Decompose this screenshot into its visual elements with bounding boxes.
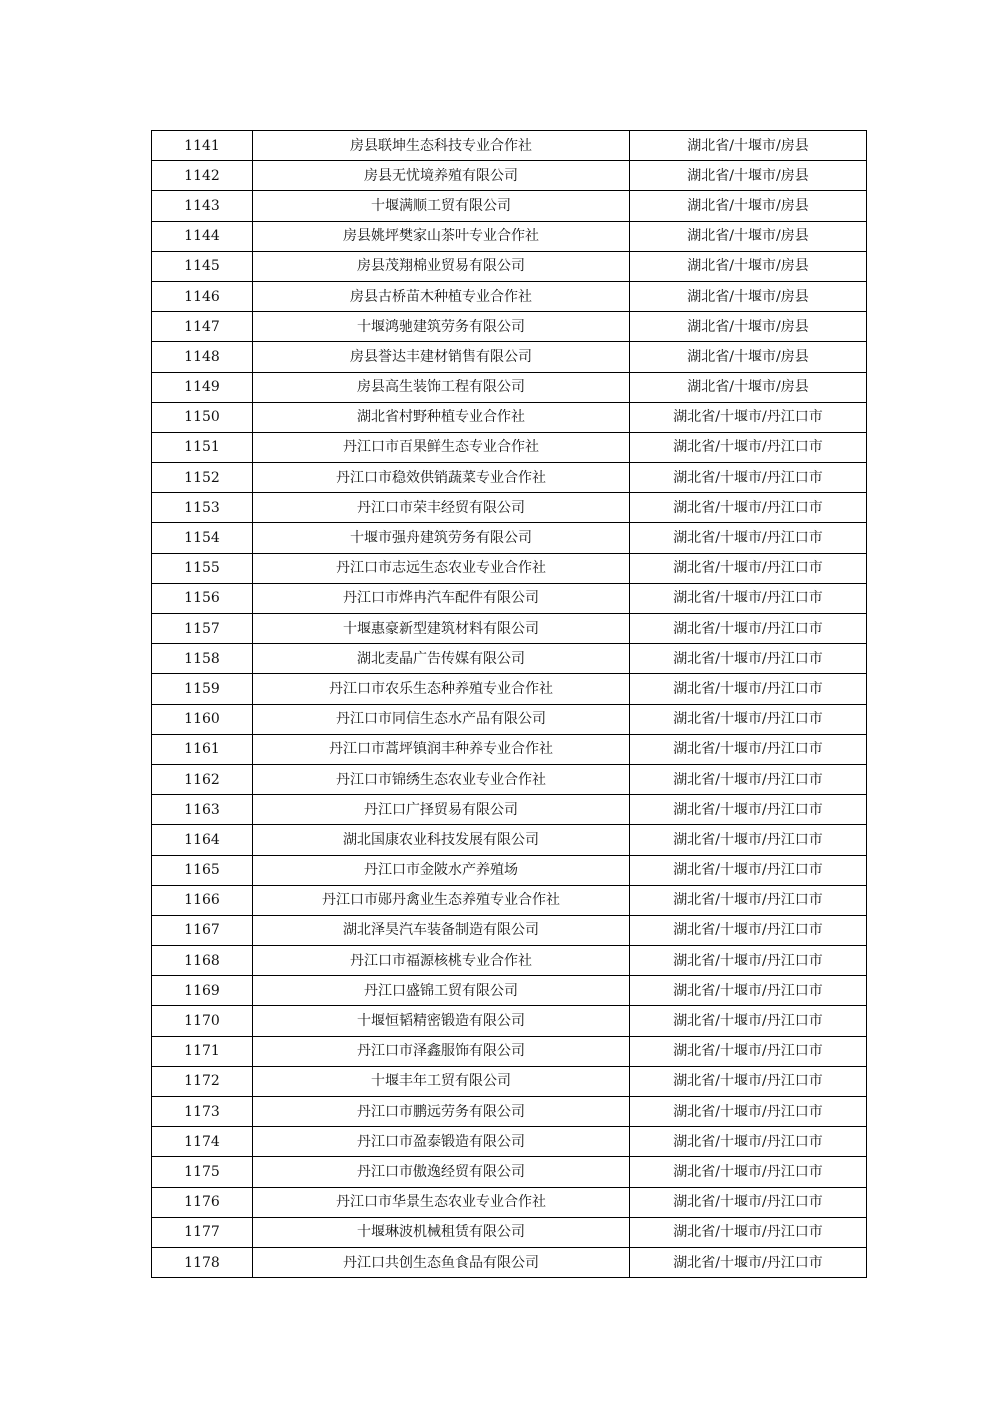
region-cell: 湖北省/十堰市/丹江口市	[630, 976, 867, 1006]
row-number-cell: 1162	[152, 764, 253, 794]
company-name-cell: 湖北国康农业科技发展有限公司	[253, 825, 630, 855]
company-name-cell: 丹江口市稳效供销蔬菜专业合作社	[253, 463, 630, 493]
table-row	[152, 1006, 867, 1036]
company-name-cell: 丹江口市锦绣生态农业专业合作社	[253, 764, 630, 794]
region-cell: 湖北省/十堰市/丹江口市	[630, 855, 867, 885]
region-cell: 湖北省/十堰市/丹江口市	[630, 795, 867, 825]
table-row	[152, 704, 867, 734]
company-name-cell: 房县誉达丰建材销售有限公司	[253, 342, 630, 372]
region-cell: 湖北省/十堰市/房县	[630, 251, 867, 281]
company-name-cell: 丹江口市华景生态农业专业合作社	[253, 1187, 630, 1217]
row-number-cell: 1157	[152, 614, 253, 644]
region-cell: 湖北省/十堰市/房县	[630, 191, 867, 221]
region-cell: 湖北省/十堰市/丹江口市	[630, 885, 867, 915]
company-name-cell: 房县高生装饰工程有限公司	[253, 372, 630, 402]
company-name-cell: 十堰鸿驰建筑劳务有限公司	[253, 312, 630, 342]
company-name-cell: 丹江口市泽鑫服饰有限公司	[253, 1036, 630, 1066]
row-number-cell: 1164	[152, 825, 253, 855]
region-cell: 湖北省/十堰市/丹江口市	[630, 915, 867, 945]
table-row	[152, 1127, 867, 1157]
table-row	[152, 553, 867, 583]
region-cell: 湖北省/十堰市/丹江口市	[630, 402, 867, 432]
company-name-cell: 房县无忧境养殖有限公司	[253, 161, 630, 191]
company-name-cell: 十堰惠豪新型建筑材料有限公司	[253, 614, 630, 644]
company-name-cell: 丹江口市百果鲜生态专业合作社	[253, 432, 630, 462]
row-number-cell: 1159	[152, 674, 253, 704]
company-name-cell: 十堰市强舟建筑劳务有限公司	[253, 523, 630, 553]
table-row	[152, 795, 867, 825]
region-cell: 湖北省/十堰市/丹江口市	[630, 493, 867, 523]
row-number-cell: 1144	[152, 221, 253, 251]
row-number-cell: 1178	[152, 1247, 253, 1277]
table-row	[152, 493, 867, 523]
row-number-cell: 1166	[152, 885, 253, 915]
row-number-cell: 1149	[152, 372, 253, 402]
table-row	[152, 885, 867, 915]
row-number-cell: 1161	[152, 734, 253, 764]
table-row	[152, 644, 867, 674]
company-name-cell: 湖北省村野种植专业合作社	[253, 402, 630, 432]
row-number-cell: 1152	[152, 463, 253, 493]
row-number-cell: 1146	[152, 281, 253, 311]
table-body	[152, 131, 867, 1278]
table-row	[152, 131, 867, 161]
row-number-cell: 1147	[152, 312, 253, 342]
region-cell: 湖北省/十堰市/丹江口市	[630, 1097, 867, 1127]
row-number-cell: 1174	[152, 1127, 253, 1157]
row-number-cell: 1160	[152, 704, 253, 734]
company-name-cell: 丹江口市荣丰经贸有限公司	[253, 493, 630, 523]
table-row	[152, 372, 867, 402]
table-row	[152, 1066, 867, 1096]
region-cell: 湖北省/十堰市/丹江口市	[630, 946, 867, 976]
company-name-cell: 房县联坤生态科技专业合作社	[253, 131, 630, 161]
row-number-cell: 1158	[152, 644, 253, 674]
region-cell: 湖北省/十堰市/丹江口市	[630, 1247, 867, 1277]
region-cell: 湖北省/十堰市/房县	[630, 342, 867, 372]
company-name-cell: 丹江口市福源核桃专业合作社	[253, 946, 630, 976]
company-name-cell: 十堰满顺工贸有限公司	[253, 191, 630, 221]
company-name-cell: 房县古桥苗木种植专业合作社	[253, 281, 630, 311]
company-name-cell: 湖北麦晶广告传媒有限公司	[253, 644, 630, 674]
table-row	[152, 161, 867, 191]
table-row	[152, 432, 867, 462]
table-row	[152, 946, 867, 976]
row-number-cell: 1156	[152, 583, 253, 613]
row-number-cell: 1145	[152, 251, 253, 281]
company-name-cell: 十堰琳波机械租赁有限公司	[253, 1217, 630, 1247]
table-row	[152, 1247, 867, 1277]
table-row	[152, 855, 867, 885]
row-number-cell: 1142	[152, 161, 253, 191]
company-name-cell: 丹江口盛锦工贸有限公司	[253, 976, 630, 1006]
row-number-cell: 1165	[152, 855, 253, 885]
row-number-cell: 1173	[152, 1097, 253, 1127]
row-number-cell: 1172	[152, 1066, 253, 1096]
region-cell: 湖北省/十堰市/丹江口市	[630, 583, 867, 613]
row-number-cell: 1176	[152, 1187, 253, 1217]
region-cell: 湖北省/十堰市/丹江口市	[630, 614, 867, 644]
company-table	[151, 130, 867, 1278]
region-cell: 湖北省/十堰市/丹江口市	[630, 1157, 867, 1187]
region-cell: 湖北省/十堰市/丹江口市	[630, 1187, 867, 1217]
region-cell: 湖北省/十堰市/房县	[630, 161, 867, 191]
region-cell: 湖北省/十堰市/丹江口市	[630, 463, 867, 493]
row-number-cell: 1171	[152, 1036, 253, 1066]
company-name-cell: 丹江口市郧丹禽业生态养殖专业合作社	[253, 885, 630, 915]
company-name-cell: 丹江口市傲逸经贸有限公司	[253, 1157, 630, 1187]
row-number-cell: 1175	[152, 1157, 253, 1187]
company-name-cell: 丹江口市蒿坪镇润丰种养专业合作社	[253, 734, 630, 764]
row-number-cell: 1153	[152, 493, 253, 523]
table-row	[152, 221, 867, 251]
table-row	[152, 674, 867, 704]
row-number-cell: 1177	[152, 1217, 253, 1247]
region-cell: 湖北省/十堰市/丹江口市	[630, 553, 867, 583]
table-row	[152, 734, 867, 764]
row-number-cell: 1141	[152, 131, 253, 161]
table-row	[152, 583, 867, 613]
region-cell: 湖北省/十堰市/丹江口市	[630, 644, 867, 674]
region-cell: 湖北省/十堰市/丹江口市	[630, 523, 867, 553]
region-cell: 湖北省/十堰市/丹江口市	[630, 1217, 867, 1247]
company-name-cell: 丹江口市烨冉汽车配件有限公司	[253, 583, 630, 613]
region-cell: 湖北省/十堰市/丹江口市	[630, 1066, 867, 1096]
table-row	[152, 1217, 867, 1247]
company-name-cell: 丹江口市金陂水产养殖场	[253, 855, 630, 885]
region-cell: 湖北省/十堰市/房县	[630, 281, 867, 311]
company-name-cell: 十堰恒韬精密锻造有限公司	[253, 1006, 630, 1036]
row-number-cell: 1167	[152, 915, 253, 945]
row-number-cell: 1169	[152, 976, 253, 1006]
table-row	[152, 402, 867, 432]
region-cell: 湖北省/十堰市/丹江口市	[630, 1127, 867, 1157]
region-cell: 湖北省/十堰市/房县	[630, 131, 867, 161]
row-number-cell: 1170	[152, 1006, 253, 1036]
table-row	[152, 915, 867, 945]
table-row	[152, 281, 867, 311]
company-name-cell: 丹江口市盈泰锻造有限公司	[253, 1127, 630, 1157]
company-name-cell: 丹江口市志远生态农业专业合作社	[253, 553, 630, 583]
row-number-cell: 1143	[152, 191, 253, 221]
company-name-cell: 丹江口市鹏远劳务有限公司	[253, 1097, 630, 1127]
row-number-cell: 1163	[152, 795, 253, 825]
region-cell: 湖北省/十堰市/丹江口市	[630, 1006, 867, 1036]
company-name-cell: 丹江口广择贸易有限公司	[253, 795, 630, 825]
region-cell: 湖北省/十堰市/丹江口市	[630, 825, 867, 855]
table-row	[152, 251, 867, 281]
table-row	[152, 463, 867, 493]
table-row	[152, 312, 867, 342]
row-number-cell: 1151	[152, 432, 253, 462]
company-name-cell: 丹江口市农乐生态种养殖专业合作社	[253, 674, 630, 704]
region-cell: 湖北省/十堰市/丹江口市	[630, 674, 867, 704]
table-row	[152, 191, 867, 221]
region-cell: 湖北省/十堰市/房县	[630, 312, 867, 342]
table-row	[152, 825, 867, 855]
table-row	[152, 614, 867, 644]
region-cell: 湖北省/十堰市/丹江口市	[630, 432, 867, 462]
row-number-cell: 1150	[152, 402, 253, 432]
table-row	[152, 1157, 867, 1187]
region-cell: 湖北省/十堰市/丹江口市	[630, 704, 867, 734]
table-row	[152, 342, 867, 372]
company-name-cell: 十堰丰年工贸有限公司	[253, 1066, 630, 1096]
region-cell: 湖北省/十堰市/丹江口市	[630, 734, 867, 764]
table-row	[152, 1187, 867, 1217]
table-row	[152, 976, 867, 1006]
row-number-cell: 1154	[152, 523, 253, 553]
region-cell: 湖北省/十堰市/房县	[630, 372, 867, 402]
company-name-cell: 房县茂翔棉业贸易有限公司	[253, 251, 630, 281]
region-cell: 湖北省/十堰市/房县	[630, 221, 867, 251]
company-name-cell: 丹江口共创生态鱼食品有限公司	[253, 1247, 630, 1277]
table-row	[152, 1097, 867, 1127]
row-number-cell: 1155	[152, 553, 253, 583]
region-cell: 湖北省/十堰市/丹江口市	[630, 764, 867, 794]
region-cell: 湖北省/十堰市/丹江口市	[630, 1036, 867, 1066]
row-number-cell: 1148	[152, 342, 253, 372]
company-name-cell: 丹江口市同信生态水产品有限公司	[253, 704, 630, 734]
table-row	[152, 1036, 867, 1066]
row-number-cell: 1168	[152, 946, 253, 976]
company-name-cell: 房县姚坪樊家山茶叶专业合作社	[253, 221, 630, 251]
table-row	[152, 523, 867, 553]
table-row	[152, 764, 867, 794]
company-name-cell: 湖北泽昊汽车装备制造有限公司	[253, 915, 630, 945]
